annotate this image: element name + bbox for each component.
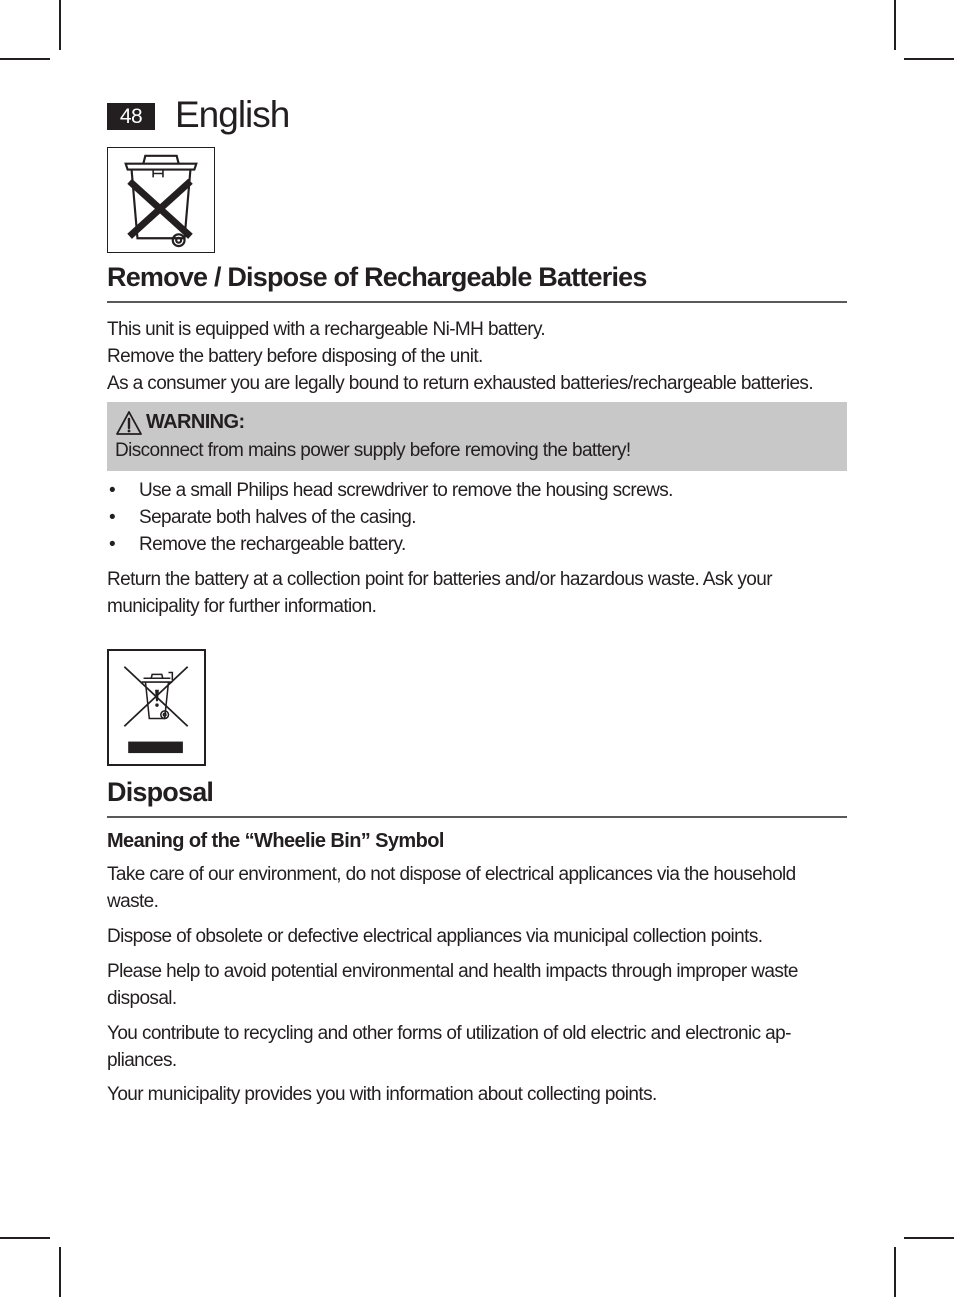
crop-mark xyxy=(0,58,50,60)
crop-mark xyxy=(904,1237,954,1239)
text-line: pliances. xyxy=(107,1050,177,1071)
page-language-title: English xyxy=(175,94,290,135)
disposal-paragraph xyxy=(107,1020,852,1074)
list-item: • Remove the rechargeable battery. xyxy=(107,531,847,558)
intro-line: As a consumer you are legally bound to return exhausted batteries/rechargeable batteries. xyxy=(107,373,813,394)
removal-steps xyxy=(107,477,847,558)
warning-triangle-icon xyxy=(115,410,143,436)
text-line: municipality for further information. xyxy=(107,596,377,617)
weee-wheelie-bin-icon xyxy=(107,649,206,766)
warning-title: WARNING: xyxy=(146,411,245,433)
list-item: • Use a small Philips head screwdriver to remove the housing screws. xyxy=(107,477,847,504)
text-line: Take care of our environment, do not dispose of electrical applicances via the household xyxy=(107,864,796,885)
disposal-section-title: Disposal xyxy=(107,777,847,818)
text-line: Return the battery at a collection point for batteries and/or hazardous waste. Ask your xyxy=(107,569,772,590)
warning-box xyxy=(107,402,847,471)
text-line: You contribute to recycling and other forms of utilization of old electric and electronic ap- xyxy=(107,1023,791,1044)
warning-heading xyxy=(115,408,839,437)
crop-mark xyxy=(59,1247,61,1297)
battery-intro xyxy=(107,316,852,397)
text-line: waste. xyxy=(107,891,159,912)
text-line: Please help to avoid potential environmental and health impacts through improper waste xyxy=(107,961,798,982)
crossed-battery-bin-icon xyxy=(107,147,215,253)
battery-section-title: Remove / Dispose of Rechargeable Batteries xyxy=(107,262,847,303)
crop-mark xyxy=(59,0,61,50)
disposal-paragraph xyxy=(107,958,852,1012)
intro-line: This unit is equipped with a rechargeable Ni-MH battery. xyxy=(107,319,546,340)
disposal-paragraph xyxy=(107,861,852,915)
battery-return-text xyxy=(107,566,852,620)
disposal-paragraph xyxy=(107,923,852,950)
page-number: 48 xyxy=(107,103,155,130)
crop-mark xyxy=(904,58,954,60)
disposal-paragraph xyxy=(107,1081,852,1108)
text-line: disposal. xyxy=(107,988,177,1009)
crop-mark xyxy=(894,1247,896,1297)
text-line: Your municipality provides you with information about collecting points. xyxy=(107,1084,657,1105)
crop-mark xyxy=(0,1237,50,1239)
list-item: • Separate both halves of the casing. xyxy=(107,504,847,531)
text-line: Dispose of obsolete or defective electrical appliances via municipal collection points. xyxy=(107,926,763,947)
intro-line: Remove the battery before disposing of the unit. xyxy=(107,346,483,367)
crop-mark xyxy=(894,0,896,50)
warning-text: Disconnect from mains power supply before removing the battery! xyxy=(115,440,631,461)
wheelie-bin-subtitle: Meaning of the “Wheelie Bin” Symbol xyxy=(107,830,444,852)
